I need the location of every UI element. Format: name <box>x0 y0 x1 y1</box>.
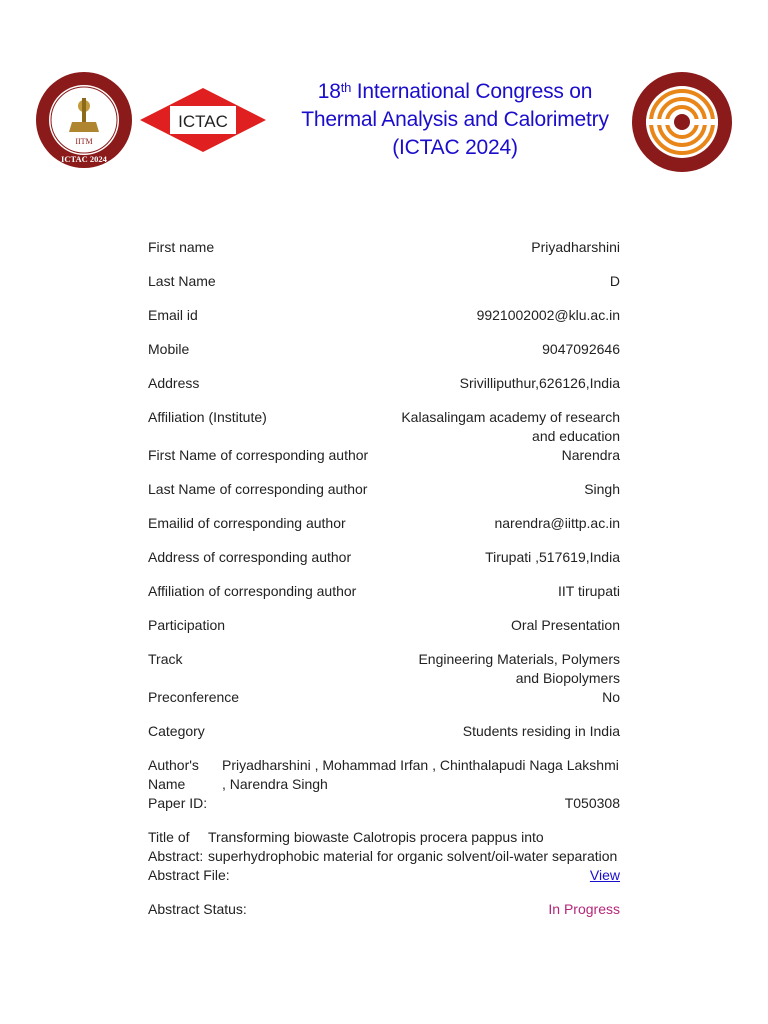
field-row <box>148 446 620 480</box>
field-row <box>148 408 620 446</box>
field-label: Track <box>148 651 183 667</box>
field-row <box>148 582 620 616</box>
authors-row-label-line1: Author's <box>148 757 199 773</box>
authors-row-label-line2: Name <box>148 776 186 792</box>
field-value: Narendra <box>561 447 620 463</box>
field-value: D <box>609 273 620 289</box>
field-row <box>148 374 620 408</box>
field-label: First Name of corresponding author <box>148 447 369 463</box>
svg-text:IITM: IITM <box>75 137 93 146</box>
seal-ictac-2024-text: ICTAC 2024 <box>61 154 107 164</box>
field-value: No <box>602 689 620 705</box>
field-row <box>148 688 620 722</box>
field-value: Kalasalingam academy of research and education <box>401 409 620 444</box>
field-label: First name <box>148 239 215 255</box>
authors-row-value: Priyadharshini , Mohammad Irfan , Chinthalapudi Naga Lakshmi , Narendra Singh <box>222 757 619 792</box>
fields-body <box>148 238 620 934</box>
field-label: Emailid of corresponding author <box>148 515 346 531</box>
field-row <box>148 514 620 548</box>
field-value: Srivilliputhur,626126,India <box>459 375 620 391</box>
field-row <box>148 340 620 374</box>
field-label: Participation <box>148 617 226 633</box>
ictac-logo-text: ICTAC <box>178 112 228 131</box>
field-value: Singh <box>584 481 620 497</box>
abstract-title-row-label-line1: Title of <box>148 829 190 845</box>
field-label: Email id <box>148 307 198 323</box>
paper-id-value: T050308 <box>564 795 620 811</box>
field-label: Affiliation of corresponding author <box>148 583 357 599</box>
ictac-logo <box>140 88 266 152</box>
field-row <box>148 480 620 514</box>
code-iitm-logo <box>630 70 734 174</box>
field-label: Preconference <box>148 689 240 705</box>
field-label: Affiliation (Institute) <box>148 409 267 425</box>
title-superscript: th <box>340 80 352 95</box>
abstract-status-row-label: Abstract Status: <box>148 901 247 917</box>
abstract-status-value: In Progress <box>548 901 620 917</box>
paper-id-row-label: Paper ID: <box>148 795 208 811</box>
field-row <box>148 238 620 272</box>
abstract-file-row <box>148 866 620 900</box>
view-abstract-link[interactable]: View <box>589 867 620 883</box>
field-value: IIT tirupati <box>558 583 620 599</box>
field-value: Tirupati ,517619,India <box>485 549 620 565</box>
field-label: Address of corresponding author <box>148 549 352 565</box>
field-label: Mobile <box>148 341 190 357</box>
field-value: Priyadharshini <box>531 239 620 255</box>
field-row <box>148 650 620 688</box>
field-row <box>148 722 620 756</box>
field-row <box>148 306 620 340</box>
abstract-title-row <box>148 828 620 866</box>
field-value: Oral Presentation <box>511 617 620 633</box>
iit-madras-seal-logo <box>34 70 134 170</box>
title-text: International Congress on Thermal Analysis and Calorimetry (ICTAC 2024) <box>301 80 609 159</box>
field-value: Students residing in India <box>462 723 620 739</box>
paper-id-row <box>148 794 620 828</box>
abstract-title-row-value: Transforming biowaste Calotropis procera pappus into superhydrophobic material for organic solvent/oil-water separation <box>208 829 618 864</box>
abstract-title-row-content <box>148 828 620 866</box>
field-value: narendra@iittp.ac.in <box>494 515 620 531</box>
authors-row-content <box>148 756 620 794</box>
field-row <box>148 272 620 306</box>
abstract-file-row-label: Abstract File: <box>148 867 230 883</box>
field-label: Last Name <box>148 273 216 289</box>
field-label: Category <box>148 723 205 739</box>
page-title <box>290 78 620 162</box>
field-label: Last Name of corresponding author <box>148 481 368 497</box>
authors-row-label <box>148 756 222 794</box>
field-row <box>148 548 620 582</box>
field-value: 9047092646 <box>542 341 620 357</box>
abstract-title-row-label <box>148 828 208 866</box>
abstract-status-row <box>148 900 620 934</box>
authors-row <box>148 756 620 794</box>
registration-details-table <box>148 238 620 934</box>
title-number: 18 <box>317 80 341 103</box>
field-value: Engineering Materials, Polymers and Biopolymers <box>418 651 620 686</box>
abstract-title-row-label-line2: Abstract: <box>148 848 204 864</box>
field-value: 9921002002@klu.ac.in <box>476 307 620 323</box>
field-row <box>148 616 620 650</box>
field-label: Address <box>148 375 200 391</box>
header <box>0 0 768 200</box>
